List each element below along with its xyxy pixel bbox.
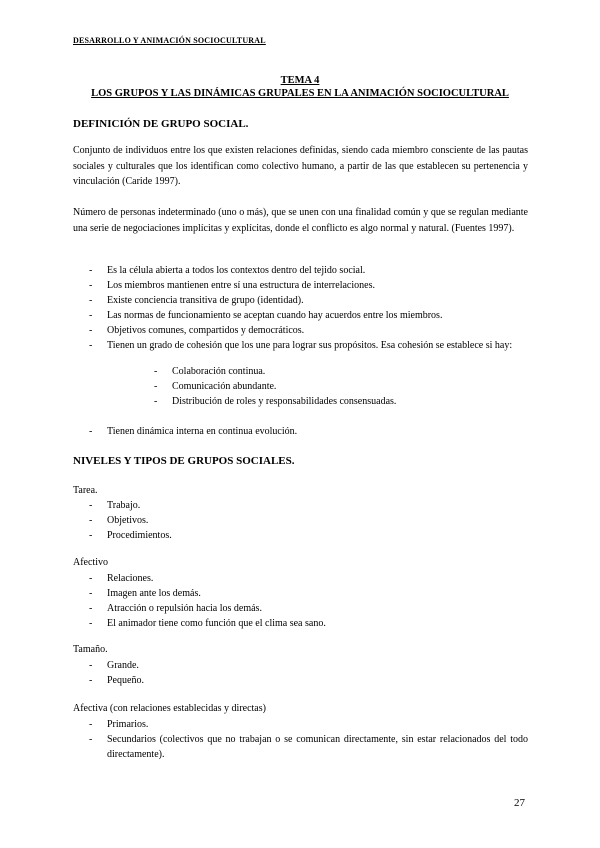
cohesion-sublist	[73, 364, 528, 409]
list-item: - Relaciones.	[89, 573, 154, 584]
list-item: - Colaboración continua.	[154, 366, 266, 377]
page-number: 27	[514, 797, 525, 809]
list-item: - Comunicación abundante.	[154, 381, 277, 392]
list-item: - Distribución de roles y responsabilidades consensuadas.	[154, 396, 397, 407]
list-item: - Procedimientos.	[89, 530, 172, 541]
list-item: - Pequeño.	[89, 675, 144, 686]
list-item: - Objetivos comunes, compartidos y democráticos.	[89, 325, 305, 336]
list-item: - Grande.	[89, 660, 139, 671]
group-list-tarea	[73, 498, 528, 543]
list-item: - Trabajo.	[89, 500, 141, 511]
list-item: - Las normas de funcionamiento se aceptan cuando hay acuerdos entre los miembros.	[89, 310, 443, 321]
list-item: - Es la célula abierta a todos los contextos dentro del tejido social.	[89, 265, 366, 276]
group-list-afectiva	[73, 717, 528, 762]
list-item: - Objetivos.	[89, 515, 149, 526]
group-list-afectivo	[73, 571, 528, 631]
section-heading-definition: DEFINICIÓN DE GRUPO SOCIAL.	[73, 118, 249, 130]
list-item: - Secundarios (colectivos que no trabajan o se comunican directamente, sin estar relacionados del todo directamente).	[89, 734, 528, 760]
list-item: - Tienen dinámica interna en continua evolución.	[89, 426, 298, 437]
group-label-afectivo: Afectivo	[73, 557, 108, 568]
definition-paragraph-caride: Conjunto de individuos entre los que existen relaciones definidas, siendo cada miembro consciente de las pautas sociales y culturales que los identifican como colectivo humano, a partir de las que establecen su pertenencia y vinculación (Caride 1997).	[73, 145, 528, 187]
list-item: - Primarios.	[89, 719, 149, 730]
list-item: - Los miembros mantienen entre sí una estructura de interrelaciones.	[89, 280, 375, 291]
group-label-tarea: Tarea.	[73, 485, 98, 496]
characteristics-list	[73, 263, 528, 353]
list-item: - Atracción o repulsión hacia los demás.	[89, 603, 262, 614]
group-label-afectiva: Afectiva (con relaciones establecidas y directas)	[73, 703, 266, 714]
list-item: - El animador tiene como función que el clima sea sano.	[89, 618, 326, 629]
running-head: DESARROLLO Y ANIMACIÓN SOCIOCULTURAL	[73, 36, 266, 45]
group-list-tamano	[73, 658, 528, 688]
list-item: - Imagen ante los demás.	[89, 588, 201, 599]
list-item: - Tienen un grado de cohesión que los une para lograr sus propósitos. Esa cohesión se establece si hay:	[89, 340, 513, 351]
chapter-number: TEMA 4	[280, 75, 320, 86]
definition-paragraph-fuentes: Número de personas indeterminado (uno o más), que se unen con una finalidad común y que se regulan mediante una serie de negociaciones implícitas y explícitas, donde el conflicto es algo normal y natural. (Fuentes 1997).	[73, 207, 528, 234]
group-label-tamano: Tamaño.	[73, 644, 108, 655]
chapter-title: LOS GRUPOS Y LAS DINÁMICAS GRUPALES EN LA ANIMACIÓN SOCIOCULTURAL	[91, 88, 509, 99]
dynamics-list	[73, 424, 528, 439]
section-heading-levels: NIVELES Y TIPOS DE GRUPOS SOCIALES.	[73, 455, 295, 467]
list-item: - Existe conciencia transitiva de grupo (identidad).	[89, 295, 304, 306]
